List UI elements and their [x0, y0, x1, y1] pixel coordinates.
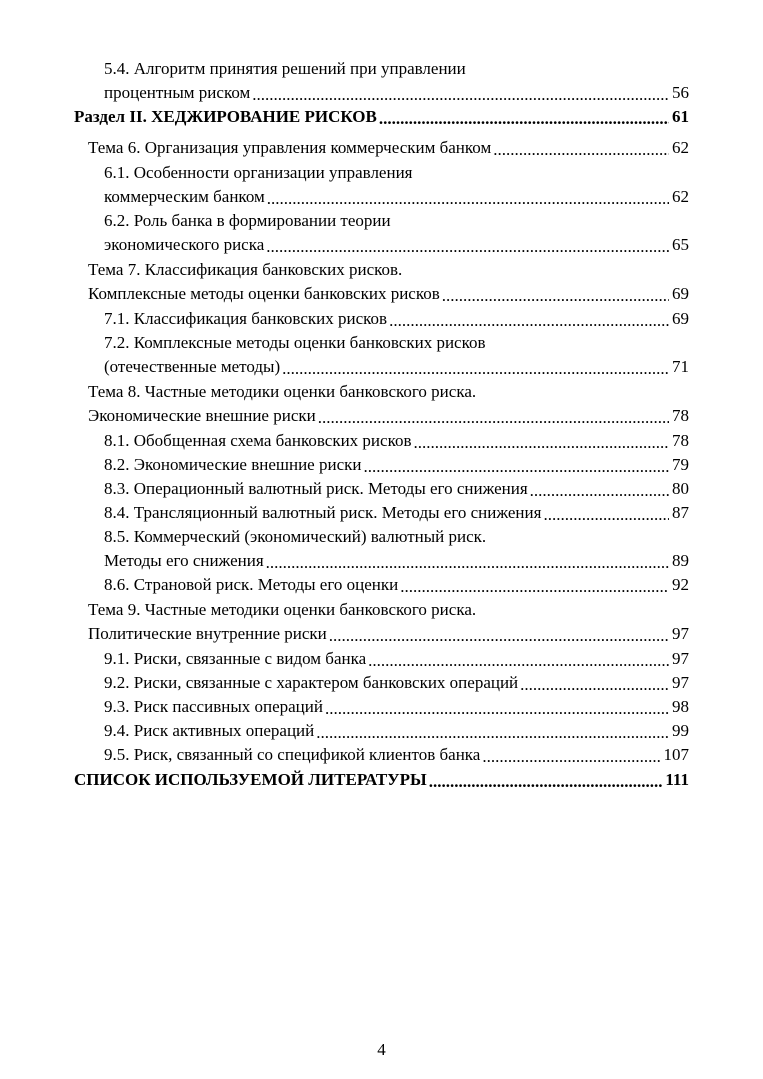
toc-entry-title: 5.4. Алгоритм принятия решений при управлении: [104, 59, 466, 78]
toc-page-number: 97: [669, 671, 689, 695]
toc-entry-title: 6.2. Роль банка в формировании теории: [104, 211, 391, 230]
toc-entry-title: 9.1. Риски, связанные с видом банка .....: [104, 649, 368, 668]
toc-page-number: 80: [669, 477, 689, 501]
toc-entry-title: 8.1. Обобщенная схема банковских рисков .....: [104, 431, 414, 450]
toc-entry-title: Тема 9. Частные методики оценки банковского риска.: [88, 600, 477, 619]
toc-page-number: 87: [669, 501, 689, 525]
toc-entry-title: 8.5. Коммерческий (экономический) валютный риск.: [104, 527, 487, 546]
toc-page-number: 61: [669, 105, 689, 129]
toc-page-number: 71: [669, 355, 689, 379]
toc-page-number: 65: [669, 233, 689, 257]
toc-page-number: 99: [669, 719, 689, 743]
toc-page-number: 79: [669, 453, 689, 477]
toc-entry-title: Методы его снижения .....: [104, 551, 266, 570]
toc-entry-title: 9.4. Риск активных операций .....: [104, 721, 316, 740]
toc-entry-title: Раздел II. ХЕДЖИРОВАНИЕ РИСКОВ .....: [74, 107, 379, 126]
toc-entry-title: Политические внутренние риски .....: [88, 624, 329, 643]
toc-page-number: 62: [669, 136, 689, 160]
toc-page-number: 62: [669, 185, 689, 209]
toc-entry-title: 6.1. Особенности организации управления: [104, 163, 413, 182]
toc-entry-title: 8.6. Страновой риск. Методы его оценки .....: [104, 575, 400, 594]
toc-page-number: 78: [669, 429, 689, 453]
toc-page-number: 69: [669, 307, 689, 331]
toc-page-number: 107: [661, 743, 690, 767]
toc-entry-title: 9.2. Риски, связанные с характером банковских операций .....: [104, 673, 520, 692]
toc-entry-title: 9.3. Риск пассивных операций .....: [104, 697, 325, 716]
toc-page-number: 97: [669, 647, 689, 671]
toc-entry-title: Тема 8. Частные методики оценки банковского риска.: [88, 382, 477, 401]
toc-entry-title: 7.1. Классификация банковских рисков .....: [104, 309, 389, 328]
toc-entry-title: (отечественные методы) .....: [104, 357, 282, 376]
toc-page-number: 89: [669, 549, 689, 573]
page-number: 4: [377, 1040, 386, 1059]
toc-page-number: 78: [669, 404, 689, 428]
toc-page-number: 98: [669, 695, 689, 719]
toc-page-number: 111: [662, 768, 689, 792]
toc-entry-title: экономического риска .....: [104, 235, 266, 254]
toc-entry-title: 7.2. Комплексные методы оценки банковских рисков: [104, 333, 486, 352]
toc-entry-title: 8.2. Экономические внешние риски .....: [104, 455, 363, 474]
toc-entry-title: Тема 6. Организация управления коммерческим банком .....: [88, 138, 493, 157]
toc-page-number: 92: [669, 573, 689, 597]
toc-page-number: 56: [669, 81, 689, 105]
toc-entry-title: Тема 7. Классификация банковских рисков.: [88, 260, 403, 279]
toc-entry-title: Экономические внешние риски .....: [88, 406, 318, 425]
toc-entry-title: 8.4. Трансляционный валютный риск. Методы его снижения .....: [104, 503, 543, 522]
toc-page-number: 69: [669, 282, 689, 306]
toc-entry-title: коммерческим банком .....: [104, 187, 267, 206]
toc-page-number: 97: [669, 622, 689, 646]
toc-entry-title: СПИСОК ИСПОЛЬЗУЕМОЙ ЛИТЕРАТУРЫ .....: [74, 770, 429, 789]
toc-entry-title: 8.3. Операционный валютный риск. Методы его снижения .....: [104, 479, 530, 498]
toc-entry-title: 9.5. Риск, связанный со спецификой клиентов банка .....: [104, 745, 482, 764]
toc-entry-title: процентным риском .....: [104, 83, 252, 102]
toc-entry-title: Комплексные методы оценки банковских рисков .....: [88, 284, 442, 303]
